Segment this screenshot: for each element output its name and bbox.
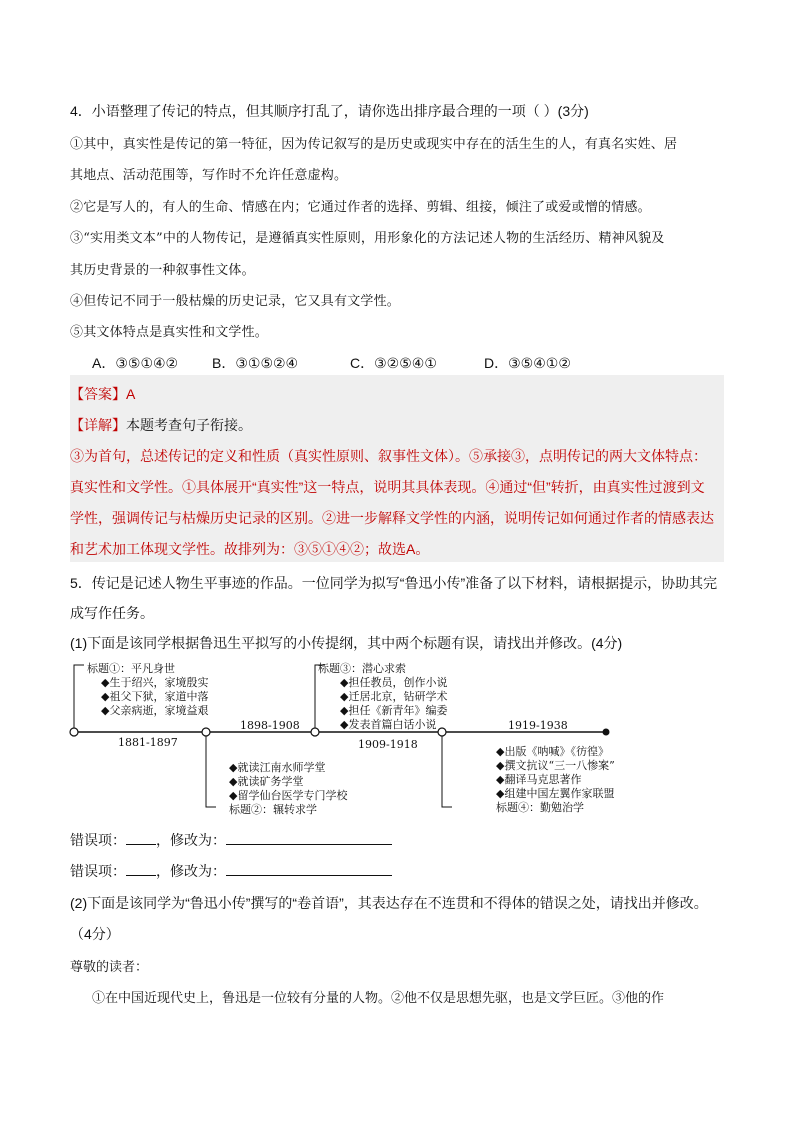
letter-text: ①在中国近现代史上，鲁迅是一位较有分量的人物。②他不仅是思想先驱，也是文学巨匠。③他的作 xyxy=(92,991,665,1006)
answer-value: A xyxy=(126,386,136,402)
revise-blank[interactable] xyxy=(226,863,392,876)
q4-item: ①其中，真实性是传记的第一特征，因为传记叙写的是历史或现实中存在的活生生的人，有真名实姓、居 xyxy=(70,137,678,152)
letter-greeting: 尊敬的读者： xyxy=(70,960,149,975)
block-item: ◆发表首篇白话小说 xyxy=(340,718,437,731)
timeline-block-2 xyxy=(229,761,347,817)
revise-label: ，修改为： xyxy=(156,863,226,879)
block-title: 标题②：辗转求学 xyxy=(229,803,317,816)
answer-line xyxy=(70,384,135,404)
q4-item: ④但传记不同于一般枯燥的历史记录，它又具有文学性。 xyxy=(70,294,401,309)
block-item: ◆担任《新青年》编委 xyxy=(340,704,448,717)
detail-text: 和艺术加工体现文学性。故排列为：③⑤①④②；故选A。 xyxy=(70,541,430,557)
q4-item: 其历史背景的一种叙事性文体。 xyxy=(70,263,255,278)
timeline-node xyxy=(70,728,78,736)
q4-item: ③“实用类文本”中的人物传记，是遵循真实性原则，用形象化的方法记述人物的生活经历、精神风貌及 xyxy=(70,231,665,246)
detail-text: 真实性和文学性。①具体展开“真实性”这一特点，说明其具体表现。④通过“但”转折，由真实性过渡到文 xyxy=(70,479,705,495)
answer-tag: 【答案】 xyxy=(70,386,126,402)
q4-item: ②它是写人的，有人的生命、情感在内；它通过作者的选择、剪辑、组接，倾注了或爱或憎的情感。 xyxy=(70,200,651,215)
answer-box xyxy=(70,375,724,562)
answer-blank-row-1 xyxy=(70,830,392,850)
block-title: 标题①：平凡身世 xyxy=(87,662,175,675)
block-item: ◆撰文抗议“三一八惨案” xyxy=(496,759,615,772)
option-c: C．③②⑤④① xyxy=(350,355,437,371)
q4-item: ⑤其文体特点是真实性和文学性。 xyxy=(70,325,269,340)
revise-label: ，修改为： xyxy=(156,832,226,848)
revise-blank[interactable] xyxy=(226,832,392,845)
block-item: ◆父亲病逝，家境益艰 xyxy=(101,704,209,717)
block-item: ◆就读矿务学堂 xyxy=(229,775,304,788)
option-b: B．③①⑤②④ xyxy=(212,355,299,371)
q4-item: 其地点、活动范围等，写作时不允许任意虚构。 xyxy=(70,168,348,183)
block-item: ◆组建中国左翼作家联盟 xyxy=(496,787,615,800)
block-item: ◆留学仙台医学专门学校 xyxy=(229,789,348,802)
detail-text: ③为首句，总述传记的定义和性质（真实性原则、叙事性文体）。⑤承接③，点明传记的两大文体特点： xyxy=(70,448,707,464)
block-item: ◆祖父下狱，家道中落 xyxy=(101,690,209,703)
q4-stem: 4．小语整理了传记的特点，但其顺序打乱了，请你选出排序最合理的一项（ ）(3分) xyxy=(70,103,589,119)
timeline-block-4 xyxy=(496,745,615,815)
block-item: ◆迁居北京，钻研学术 xyxy=(340,690,448,703)
bracket-1 xyxy=(74,665,84,728)
q5-stem: 成写作任务。 xyxy=(70,605,154,621)
answer-blank-row-2 xyxy=(70,861,392,881)
block-item: ◆翻译马克思著作 xyxy=(496,773,582,786)
timeline-block-3 xyxy=(318,662,447,732)
period-label: 1919-1938 xyxy=(508,719,568,732)
q5-sub1: (1)下面是该同学根据鲁迅生平拟写的小传提纲，其中两个标题有误，请找出并修改。(4分) xyxy=(70,635,623,651)
period-label: 1898-1908 xyxy=(240,719,300,732)
block-item: ◆就读江南水师学堂 xyxy=(229,761,326,774)
block-item: ◆出版《呐喊》《彷徨》 xyxy=(496,745,609,758)
detail-text: 学性，强调传记与枯燥历史记录的区别。②进一步解释文学性的内涵，说明传记如何通过作者的情感表达 xyxy=(70,510,714,526)
option-a: A．③⑤①④② xyxy=(92,355,179,371)
q5-stem: 5．传记是记述人物生平事迹的作品。一位同学为拟写“鲁迅小传”准备了以下材料，请根据提示，协助其完 xyxy=(70,575,718,591)
q5-sub2: （4分） xyxy=(70,926,120,942)
block-title: 标题④：勤勉治学 xyxy=(496,801,584,814)
error-label: 错误项： xyxy=(70,863,126,879)
error-blank[interactable] xyxy=(126,832,156,845)
timeline-block-1 xyxy=(87,662,208,718)
period-label: 1881-1897 xyxy=(118,736,178,749)
detail-tag: 【详解】 xyxy=(70,417,126,433)
detail-line xyxy=(70,415,252,435)
timeline-node xyxy=(202,728,210,736)
q5-sub2: (2)下面是该同学为“鲁迅小传”撰写的“卷首语”，其表达存在不连贯和不得体的错误之处，请找出并修改。 xyxy=(70,895,708,911)
period-label: 1909-1918 xyxy=(358,738,418,751)
bracket-2 xyxy=(206,736,216,807)
error-blank[interactable] xyxy=(126,863,156,876)
detail-intro: 本题考查句子衔接。 xyxy=(126,417,252,433)
timeline-end-dot xyxy=(603,729,610,736)
option-d: D．③⑤④①② xyxy=(484,355,571,371)
block-item: ◆担任教员，创作小说 xyxy=(340,676,448,689)
block-title: 标题③：潜心求索 xyxy=(318,662,406,675)
bracket-4 xyxy=(442,736,452,807)
error-label: 错误项： xyxy=(70,832,126,848)
block-item: ◆生于绍兴，家境殷实 xyxy=(101,676,209,689)
